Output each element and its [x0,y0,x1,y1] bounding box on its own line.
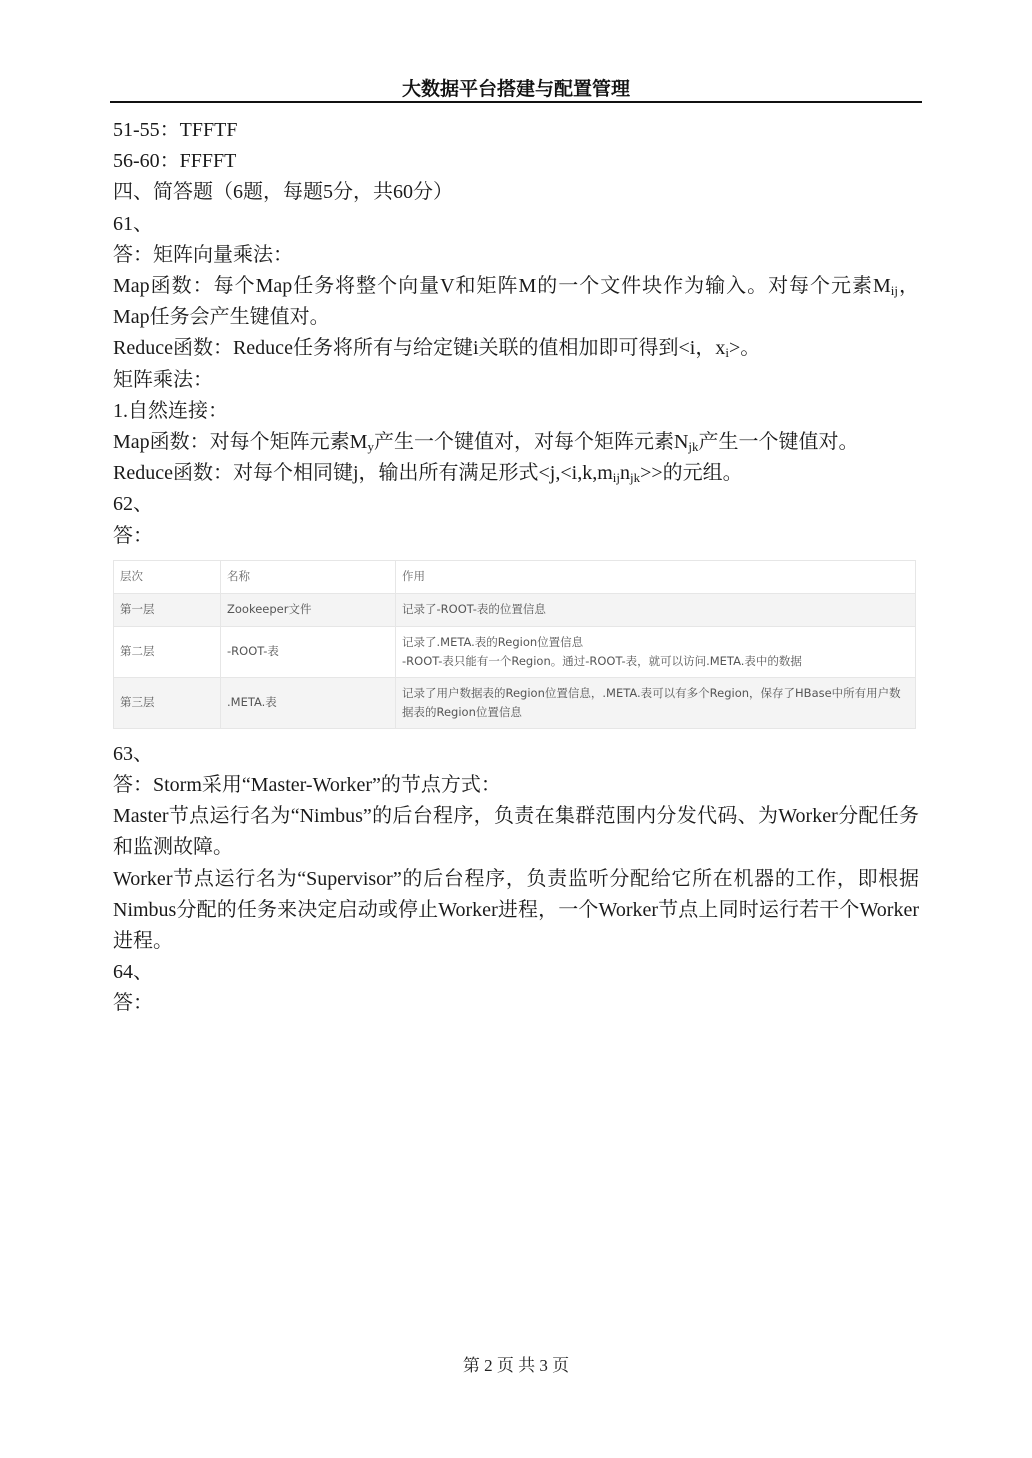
table-cell-level: 第三层 [114,677,221,728]
table-header-level: 层次 [114,560,221,593]
section-title: 四、简答题（6题，每题5分，共60分） [113,181,453,204]
table-row [114,626,916,677]
q64-number: 64、 [113,961,153,984]
answer-51-55: 51-55：TFFTF [113,119,238,141]
q61-reduce-text-2: >。 [728,337,761,360]
table-row [114,677,916,728]
q61-map2-sub-1: y [367,439,374,455]
q61-map2-text-3: 产生一个键值对。 [698,431,859,454]
table-cell-name: Zookeeper文件 [221,593,396,626]
q61-map-text-2: ，Map任务会产生键值对。 [113,275,919,329]
table-cell-role [396,593,916,626]
q62-number: 62、 [113,493,153,516]
q61-natural-join: 1.自然连接： [113,399,228,422]
hbase-table-container [113,560,919,729]
q63-master-paragraph: Master节点运行名为“Nimbus”的后台程序，负责在集群范围内分发代码、为Worker分配任务和监测故障。 [113,805,919,859]
table-cell-role-line: 记录了用户数据表的Region位置信息，.META.表可以有多个Region，保存了HBase中所有用户数 [402,685,901,700]
q63-answer-intro: 答：Storm采用“Master-Worker”的节点方式： [113,774,501,797]
q61-reduce2-sub-2: jk [630,470,641,486]
q61-answer-intro: 答：矩阵向量乘法： [113,243,293,266]
q61-reduce-paragraph [113,333,919,364]
q61-map2-paragraph [113,427,919,458]
page-footer-number: 第 2 页 共 3 页 [462,1356,570,1375]
q61-map-text-1: Map函数：每个Map任务将整个向量V和矩阵M的一个文件块作为输入。对每个元素M [113,275,891,298]
table-cell-role-line: 记录了.META.表的Region位置信息 [402,634,584,649]
q61-reduce2-paragraph [113,458,919,489]
table-header-role: 作用 [396,560,916,593]
q61-reduce-text-1: Reduce函数：Reduce任务将所有与给定键i关联的值相加即可得到<i，x [113,337,726,360]
page-header-title: 大数据平台搭建与配置管理 [401,78,630,100]
table-cell-role-line: 据表的Region位置信息 [402,704,522,719]
table-cell-role [396,677,916,728]
q61-reduce2-sub-1: ij [612,470,620,486]
q63-worker-paragraph: Worker节点运行名为“Supervisor”的后台程序，负责监听分配给它所在机器的工作，即根据Nimbus分配的任务来决定启动或停止Worker进程，一个Worker节点上同时运行若干个Worker进程。 [113,867,919,953]
table-cell-name: -ROOT-表 [221,626,396,677]
q61-map2-sub-2: jk [688,439,699,455]
table-header-name: 名称 [221,560,396,593]
hbase-region-table [113,560,916,729]
document-body [113,115,919,1020]
table-cell-level: 第一层 [114,593,221,626]
q61-map2-text-2: 产生一个键值对，对每个矩阵元素N [373,431,689,454]
q61-reduce2-text-2: n [620,462,630,485]
q61-reduce2-text-1: Reduce函数：对每个相同键j，输出所有满足形式<j,<i,k,m [113,462,613,485]
q62-answer-intro: 答： [113,524,153,547]
table-cell-role [396,626,916,677]
q61-reduce-sub-1: i [725,345,729,361]
table-row [114,593,916,626]
table-cell-role-line: 记录了-ROOT-表的位置信息 [402,602,546,617]
table-header-row [114,560,916,593]
answer-56-60: 56-60：FFFFT [113,150,237,173]
q61-map-paragraph [113,271,919,333]
q64-answer-intro: 答： [113,992,153,1015]
table-cell-role-line: -ROOT-表只能有一个Region。通过-ROOT-表，就可以访问.META.表中的数据 [402,653,802,668]
q61-map-sub-1: ij [890,283,899,299]
q61-reduce2-text-3: >>的元组。 [640,462,743,485]
table-cell-name: .META.表 [221,677,396,728]
table-cell-level: 第二层 [114,626,221,677]
q61-map2-text-1: Map函数：对每个矩阵元素M [113,431,368,454]
header-divider [110,101,922,103]
q63-number: 63、 [113,742,153,765]
q61-number: 61、 [113,212,153,235]
q61-matrix-title: 矩阵乘法： [113,368,213,391]
